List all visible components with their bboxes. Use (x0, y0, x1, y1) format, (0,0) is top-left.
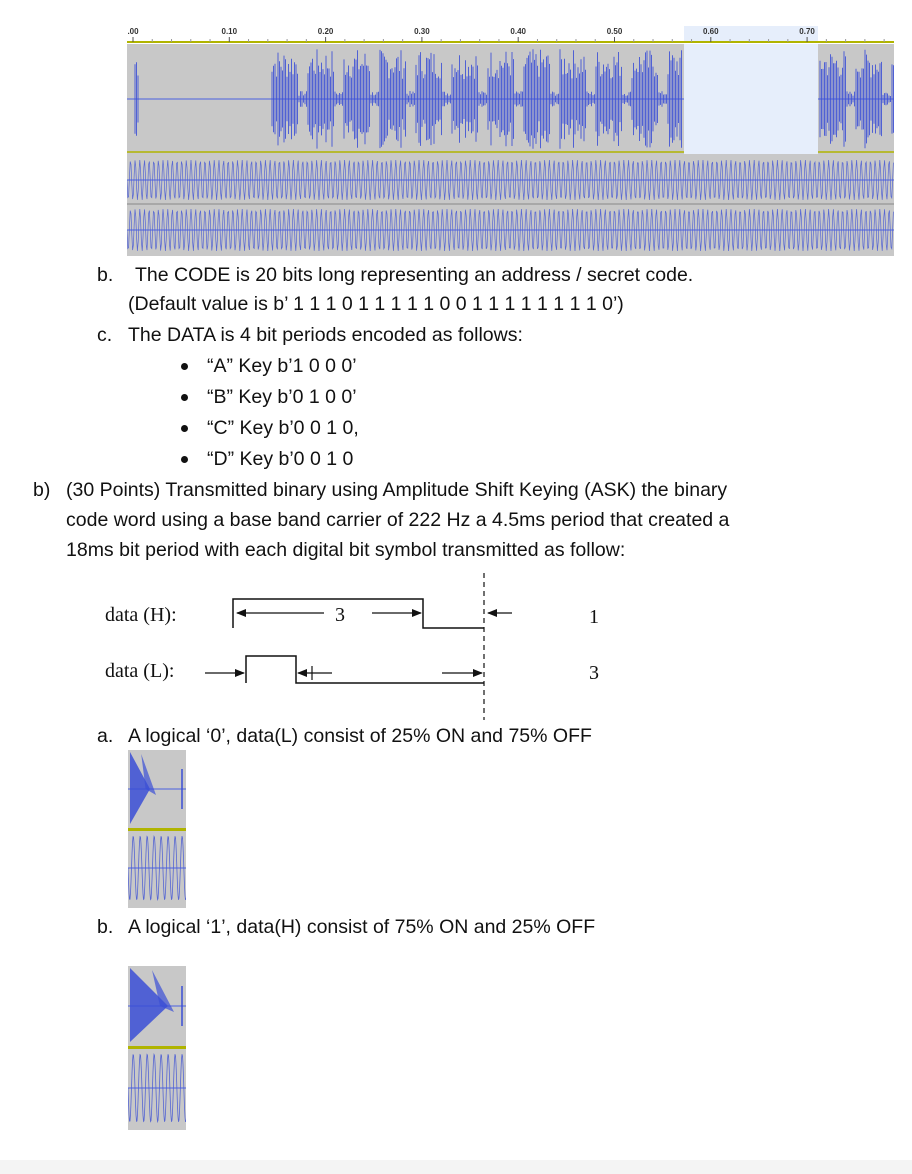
waveform-track-bottom[interactable] (127, 154, 894, 256)
waveform-bottom (127, 154, 894, 256)
data-h-off-count: 1 (589, 606, 599, 628)
logic-b-label: b. (97, 916, 114, 938)
section-b-line1: (30 Points) Transmitted binary using Amplitude Shift Keying (ASK) the binary (66, 479, 728, 501)
timeline-ruler[interactable] (127, 26, 894, 44)
data-l-waveform (246, 656, 484, 683)
logic-a-text: A logical ‘0’, data(L) consist of 25% ON and 75% OFF (128, 725, 592, 747)
key-b-item: “B” Key b’0 1 0 0’ (207, 386, 357, 408)
data-l-off-count: 3 (589, 662, 599, 684)
item-b-line2: (Default value is b’ 1 1 1 0 1 1 1 1 1 0 0 1 1 1 1 1 1 1 1 0’) (128, 293, 624, 315)
data-h-on-count: 3 (335, 604, 345, 626)
ruler-tick-label: 0.20 (317, 27, 334, 36)
logic-1-waveform-thumbnail (128, 966, 186, 1130)
page-footer-band (0, 1160, 912, 1174)
ruler-tick-label: .00 (127, 27, 139, 36)
data-h-label: data (H): (105, 604, 177, 626)
key-c-item: “C” Key b’0 0 1 0, (207, 417, 359, 439)
logic-a-label: a. (97, 725, 114, 747)
item-b-line1: The CODE is 20 bits long representing an address / secret code. (135, 264, 694, 286)
key-a-item: “A” Key b’1 0 0 0’ (207, 355, 357, 377)
ruler-tick-label: 0.30 (414, 27, 430, 36)
selection-region[interactable] (684, 44, 818, 154)
ruler-tick-label: 0.10 (221, 27, 238, 36)
data-l-label: data (L): (105, 660, 175, 682)
waveform-track-top[interactable] (127, 44, 894, 154)
ruler-tick-label: 0.40 (510, 27, 526, 36)
item-b-label: b. (97, 264, 114, 286)
item-c-label: c. (97, 324, 113, 346)
item-c-line: The DATA is 4 bit periods encoded as follows: (128, 324, 523, 346)
ruler-tick-label: 0.50 (606, 27, 623, 36)
section-b-line3: 18ms bit period with each digital bit symbol transmitted as follow: (66, 539, 626, 561)
timing-diagram (0, 565, 912, 725)
logic-b-text: A logical ‘1’, data(H) consist of 75% ON and 25% OFF (128, 916, 596, 938)
ruler-tick-label: 0.70 (799, 27, 815, 36)
ruler-tick-label: 0.60 (703, 27, 719, 36)
key-d-item: “D” Key b’0 0 1 0 (207, 448, 354, 470)
logic-0-waveform-thumbnail (128, 750, 186, 908)
section-b-line2: code word using a base band carrier of 222 Hz a 4.5ms period that created a (66, 509, 730, 531)
section-b-label: b) (33, 479, 51, 501)
